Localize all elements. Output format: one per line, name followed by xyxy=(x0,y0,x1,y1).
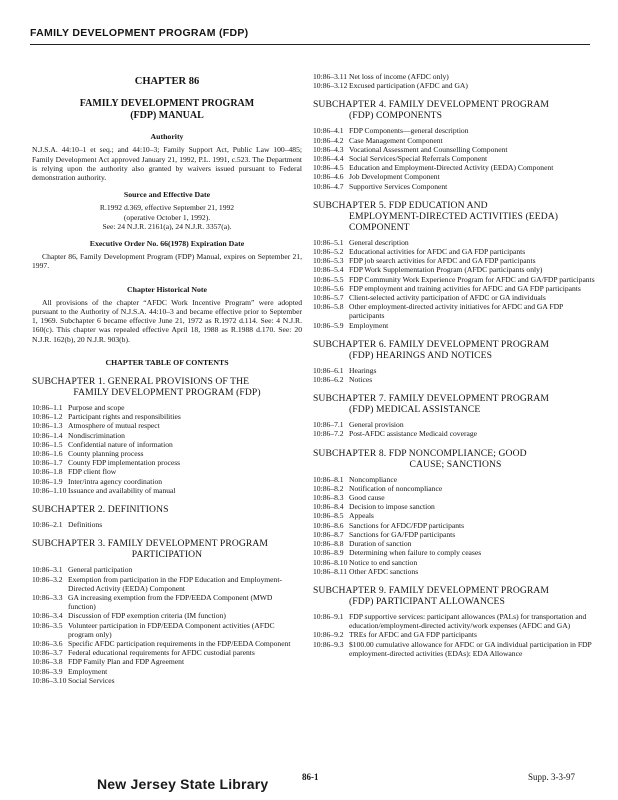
toc-entry-title: FDP employment and training activities for AFDC and GA FDP participants xyxy=(349,283,581,293)
toc-entry-number: 10:86–5.1 xyxy=(313,237,344,247)
subchapter-9-line-1: SUBCHAPTER 9. FAMILY DEVELOPMENT PROGRAM xyxy=(313,584,550,596)
toc-entry-title: Atmosphere of mutual respect xyxy=(68,421,160,431)
toc-entry-title: Employment xyxy=(68,666,108,676)
subchapter-4-entries xyxy=(313,126,598,190)
subchapter-9-entries xyxy=(313,612,598,658)
toc-entry xyxy=(32,440,302,449)
historical-note-text: All provisions of the chapter “AFDC Work Incentive Program” were adopted pursuant to the Authority of N.J.S.A. 44:10–3 and became effective prior to September 1, 1969. Subchapter 6 became effective June 21, 1972 as R.1972 d.114. See: 4 N.J.R. 160(c). This chapter was repealed effective April 18, 1988 as R.1988 d.170. See: 20 N.J.R. 162(b), 20 N.J.R. 903(b). xyxy=(32,297,302,344)
toc-entry-number: 10:86–5.5 xyxy=(313,274,344,284)
toc-entry-number: 10:86–6.1 xyxy=(313,365,344,375)
subchapter-6-heading xyxy=(313,339,598,361)
toc-entry-title: Decision to impose sanction xyxy=(349,502,435,512)
toc-entry xyxy=(313,511,598,520)
authority-text: N.J.S.A. 44:10–1 et seq.; and 44:10–3; Family Support Act, Public Law 100–485; Family Development Act approved January 21, 1992, P.L. 1991, c.523. The Department is relying upon the authority also granted by waivers issued pursuant to Federal demonstration authority. xyxy=(32,145,302,183)
subchapter-8-entries xyxy=(313,475,598,576)
library-stamp: New Jersey State Library xyxy=(97,776,269,792)
toc-entry-number: 10:86–4.5 xyxy=(313,163,344,173)
toc-entry xyxy=(32,467,302,476)
toc-entry-number: 10:86–8.3 xyxy=(313,493,344,503)
subchapter-8-line-2: CAUSE; SANCTIONS xyxy=(409,458,502,470)
toc-entry-title: Exemption from participation in the FDP Education and Employment-Directed Activity (EEDA) Component xyxy=(68,574,282,593)
toc-entry xyxy=(313,275,598,284)
toc-entry-title: FDP supportive services: participant allowances (PALs) for transportation and education/employment-directed activity/work expenses (AFDC and GA) xyxy=(349,611,587,631)
authority-heading: Authority xyxy=(150,132,184,142)
chapter-number: CHAPTER 86 xyxy=(134,76,200,87)
toc-entry-number: 10:86–3.10 xyxy=(32,675,67,685)
toc-entry-title: FDP client flow xyxy=(68,467,117,477)
toc-entry-title: FDP job search activities for AFDC and GA FDP participants xyxy=(349,256,536,266)
toc-entry xyxy=(313,154,598,163)
toc-entry-number: 10:86–3.12 xyxy=(313,81,348,91)
toc-entry xyxy=(313,163,598,172)
toc-entry-number: 10:86–8.9 xyxy=(313,548,344,558)
toc-entry xyxy=(32,593,302,611)
toc-entry-number: 10:86–3.6 xyxy=(32,638,63,648)
toc-entry-title: Job Development Component xyxy=(349,172,440,182)
toc-entry xyxy=(32,667,302,676)
subchapter-7-line-2: (FDP) MEDICAL ASSISTANCE xyxy=(349,404,481,416)
subchapter-2-entries xyxy=(32,520,302,529)
page-number: 86-1 xyxy=(302,772,319,782)
toc-entry-title: Inter/intra agency coordination xyxy=(68,476,163,486)
source-heading: Source and Effective Date xyxy=(123,190,211,200)
toc-entry xyxy=(313,484,598,493)
subchapter-5-line-2: EMPLOYMENT-DIRECTED ACTIVITIES (EEDA) xyxy=(349,210,559,222)
subchapter-7-heading xyxy=(313,393,598,415)
toc-entry-title: Sanctions for GA/FDP participants xyxy=(349,529,456,539)
subchapter-1-entries xyxy=(32,403,302,495)
toc-entry-title: Case Management Component xyxy=(349,135,443,145)
toc-entry-title: Client-selected activity participation of AFDC or GA individuals xyxy=(349,293,546,303)
toc-entry-number: 10:86–4.4 xyxy=(313,154,344,164)
toc-entry-number: 10:86–1.5 xyxy=(32,439,63,449)
toc-entry xyxy=(32,412,302,421)
toc-entry-number: 10:86–5.6 xyxy=(313,283,344,293)
toc-heading: CHAPTER TABLE OF CONTENTS xyxy=(105,357,229,367)
toc-entry xyxy=(32,611,302,620)
toc-entry xyxy=(32,657,302,666)
toc-entry-title: Sanctions for AFDC/FDP participants xyxy=(349,520,465,530)
toc-entry xyxy=(313,375,598,384)
toc-entry xyxy=(313,640,598,658)
toc-entry xyxy=(32,648,302,657)
toc-entry-title: Specific AFDC participation requirements in the FDP/EEDA Component xyxy=(68,638,291,648)
toc-entry xyxy=(32,486,302,495)
toc-entry xyxy=(313,265,598,274)
toc-entry xyxy=(32,449,302,458)
toc-entry-number: 10:86–9.3 xyxy=(313,639,344,649)
toc-entry xyxy=(313,126,598,135)
toc-entry xyxy=(32,565,302,574)
toc-entry xyxy=(313,172,598,181)
toc-entry-title: Hearings xyxy=(349,365,377,375)
toc-entry-title: GA increasing exemption from the FDP/EEDA Component (MWD function) xyxy=(68,592,273,612)
toc-entry-title: General description xyxy=(349,237,409,247)
toc-entry-number: 10:86–1.8 xyxy=(32,467,63,477)
toc-entry-title: Determining when failure to comply ceases xyxy=(349,548,482,558)
toc-entry xyxy=(313,302,598,320)
toc-entry xyxy=(313,293,598,302)
toc-entry-title: Other AFDC sanctions xyxy=(349,566,419,576)
toc-entry xyxy=(313,238,598,247)
toc-entry xyxy=(313,493,598,502)
toc-entry-number: 10:86–1.4 xyxy=(32,430,63,440)
subchapter-7-line-1: SUBCHAPTER 7. FAMILY DEVELOPMENT PROGRAM xyxy=(313,393,550,405)
toc-entry-number: 10:86–4.1 xyxy=(313,126,344,136)
toc-entry-title: Notice to end sanction xyxy=(349,557,418,567)
toc-entry xyxy=(313,475,598,484)
toc-entry-title: Noncompliance xyxy=(349,474,398,484)
subchapter-8-heading xyxy=(313,448,598,470)
running-header: FAMILY DEVELOPMENT PROGRAM (FDP) xyxy=(30,27,249,39)
toc-entry-title: Volunteer participation in FDP/EEDA Component activities (AFDC program only) xyxy=(68,620,275,639)
toc-entry xyxy=(313,366,598,375)
toc-entry-number: 10:86–5.2 xyxy=(313,247,344,257)
toc-entry-title: Discussion of FDP exemption criteria (IM function) xyxy=(68,611,226,621)
toc-entry xyxy=(32,458,302,467)
subchapter-5-line-3: COMPONENT xyxy=(349,221,410,233)
toc-entry-title: Issuance and availability of manual xyxy=(68,485,176,495)
toc-entry-number: 10:86–8.8 xyxy=(313,539,344,549)
toc-entry-title: Social Services/Special Referrals Component xyxy=(349,154,488,164)
toc-entry-number: 10:86–9.2 xyxy=(313,630,344,640)
toc-entry-title: Appeals xyxy=(349,511,374,521)
source-line: R.1992 d.369, effective September 21, 1992 xyxy=(99,203,235,213)
toc-entry-title: Excused participation (AFDC and GA) xyxy=(349,81,468,91)
toc-entry-number: 10:86–5.3 xyxy=(313,256,344,266)
subchapter-5-entries xyxy=(313,238,598,330)
subchapter-1-line-1: SUBCHAPTER 1. GENERAL PROVISIONS OF THE xyxy=(32,376,250,388)
toc-entry xyxy=(32,403,302,412)
subchapter-3-line-2: PARTICIPATION xyxy=(131,549,203,561)
toc-entry xyxy=(313,567,598,576)
source-line: (operative October 1, 1992). xyxy=(123,212,211,222)
subchapter-9-line-2: (FDP) PARTICIPANT ALLOWANCES xyxy=(349,595,505,607)
subchapter-5-line-1: SUBCHAPTER 5. FDP EDUCATION AND xyxy=(313,199,488,211)
left-column xyxy=(32,75,302,685)
toc-entry-title: Vocational Assessment and Counselling Component xyxy=(349,144,508,154)
toc-entry-number: 10:86–4.7 xyxy=(313,181,344,191)
toc-entry-title: Supportive Services Component xyxy=(349,181,448,191)
historical-note-heading: Chapter Historical Note xyxy=(127,284,207,294)
toc-entry-number: 10:86–4.2 xyxy=(313,135,344,145)
toc-entry xyxy=(313,502,598,511)
toc-entry xyxy=(313,530,598,539)
toc-entry-title: General provision xyxy=(349,420,404,430)
toc-entry xyxy=(313,321,598,330)
toc-entry xyxy=(313,630,598,639)
executive-order-text: Chapter 86, Family Development Program (FDP) Manual, expires on September 21, 1997. xyxy=(32,252,302,271)
toc-entry-number: 10:86–3.5 xyxy=(32,620,63,630)
toc-entry-title: Net loss of income (AFDC only) xyxy=(349,72,449,81)
subchapter-6-line-1: SUBCHAPTER 6. FAMILY DEVELOPMENT PROGRAM xyxy=(313,338,550,350)
chapter-title xyxy=(32,98,302,122)
toc-entry xyxy=(313,72,598,81)
toc-entry xyxy=(313,81,598,90)
toc-entry-title: Federal educational requirements for AFDC custodial parents xyxy=(68,648,255,658)
toc-entry-number: 10:86–7.1 xyxy=(313,420,344,430)
source-line: See: 24 N.J.R. 2161(a), 24 N.J.R. 3357(a). xyxy=(102,221,232,231)
toc-entry-title: Nondiscrimination xyxy=(68,430,125,440)
toc-entry-number: 10:86–3.3 xyxy=(32,592,63,602)
toc-entry-title: County FDP implementation process xyxy=(68,458,181,468)
toc-entry-number: 10:86–8.7 xyxy=(313,529,344,539)
toc-entry-number: 10:86–7.2 xyxy=(313,429,344,439)
toc-entry xyxy=(32,520,302,529)
toc-entry-number: 10:86–3.1 xyxy=(32,565,63,575)
toc-entry-title: FDP Community Work Experience Program for AFDC and GA/FDP participants xyxy=(349,274,595,284)
toc-entry xyxy=(32,575,302,593)
subchapter-4-heading xyxy=(313,99,598,121)
subchapter-2-line-1: SUBCHAPTER 2. DEFINITIONS xyxy=(32,504,169,516)
toc-entry-title: Other employment-directed activity initiatives for AFDC and GA FDP participants xyxy=(349,302,563,321)
toc-entry xyxy=(313,256,598,265)
toc-entry-title: Participant rights and responsibilities xyxy=(68,412,181,422)
toc-entry-number: 10:86–3.4 xyxy=(32,611,63,621)
toc-entry-title: County planning process xyxy=(68,449,144,459)
toc-entry xyxy=(313,284,598,293)
toc-entry xyxy=(313,521,598,530)
toc-entry xyxy=(313,558,598,567)
toc-entry-title: FDP Components—general description xyxy=(349,126,469,136)
subchapter-3-heading xyxy=(32,538,302,560)
source-lines xyxy=(32,203,302,231)
toc-entry xyxy=(313,429,598,438)
toc-entry xyxy=(313,247,598,256)
toc-entry-title: Confidential nature of information xyxy=(68,439,173,449)
toc-entry xyxy=(32,639,302,648)
toc-entry xyxy=(313,539,598,548)
subchapter-6-entries xyxy=(313,366,598,384)
toc-entry-title: Post-AFDC assistance Medicaid coverage xyxy=(349,429,478,439)
toc-entry-number: 10:86–1.2 xyxy=(32,412,63,422)
toc-entry-number: 10:86–3.2 xyxy=(32,574,63,584)
toc-entry-number: 10:86–5.8 xyxy=(313,302,344,312)
toc-entry-title: $100.00 cumulative allowance for AFDC or GA individual participation in FDP employment-directed activities (EDAs): EDA Allowance xyxy=(349,639,592,658)
toc-entry-number: 10:86–1.7 xyxy=(32,458,63,468)
toc-entry-number: 10:86–6.2 xyxy=(313,375,344,385)
toc-entry-title: Social Services xyxy=(68,675,115,685)
toc-entry-number: 10:86–5.7 xyxy=(313,293,344,303)
subchapter-5-heading xyxy=(313,200,598,233)
toc-entry-number: 10:86–8.10 xyxy=(313,557,348,567)
toc-entry xyxy=(32,431,302,440)
toc-entry-number: 10:86–9.1 xyxy=(313,611,344,621)
toc-entry-number: 10:86–8.5 xyxy=(313,511,344,521)
toc-entry xyxy=(313,182,598,191)
subchapter-6-line-2: (FDP) HEARINGS AND NOTICES xyxy=(349,349,493,361)
toc-entry-title: TREs for AFDC and GA FDP participants xyxy=(349,630,477,640)
toc-entry-title: Definitions xyxy=(68,520,103,530)
toc-entry-number: 10:86–1.6 xyxy=(32,449,63,459)
subchapter-8-line-1: SUBCHAPTER 8. FDP NONCOMPLIANCE; GOOD xyxy=(313,447,527,459)
toc-entry-number: 10:86–1.10 xyxy=(32,485,67,495)
toc-entry-title: Education and Employment-Directed Activity (EEDA) Component xyxy=(349,163,554,173)
toc-entry-number: 10:86–8.11 xyxy=(313,566,348,576)
subchapter-1-heading xyxy=(32,376,302,398)
subchapter-3-line-1: SUBCHAPTER 3. FAMILY DEVELOPMENT PROGRAM xyxy=(32,538,269,550)
toc-entry xyxy=(32,676,302,685)
subchapter-4-line-1: SUBCHAPTER 4. FAMILY DEVELOPMENT PROGRAM xyxy=(313,99,550,111)
toc-entry-title: Employment xyxy=(349,320,389,330)
chapter-title-line-2: (FDP) MANUAL xyxy=(130,110,204,122)
toc-entry-title: Notices xyxy=(349,375,373,385)
toc-entry-title: Good cause xyxy=(349,493,385,503)
toc-entry-title: Notification of noncompliance xyxy=(349,483,443,493)
toc-entry-number: 10:86–3.7 xyxy=(32,648,63,658)
toc-entry-number: 10:86–5.9 xyxy=(313,320,344,330)
toc-entry-title: FDP Work Supplementation Program (AFDC participants only) xyxy=(349,265,543,275)
toc-entry xyxy=(313,420,598,429)
toc-entry xyxy=(32,421,302,430)
subchapter-3-entries xyxy=(32,565,302,685)
toc-entry-number: 10:86–8.1 xyxy=(313,474,344,484)
toc-entry-number: 10:86–2.1 xyxy=(32,520,63,530)
toc-entry-number: 10:86–3.9 xyxy=(32,666,63,676)
subchapter-9-heading xyxy=(313,585,598,607)
toc-entry xyxy=(313,145,598,154)
toc-entry xyxy=(313,136,598,145)
toc-entry-number: 10:86–4.6 xyxy=(313,172,344,182)
subchapter-2-heading xyxy=(32,504,302,515)
toc-entry-number: 10:86–3.11 xyxy=(313,72,348,81)
toc-entry-number: 10:86–5.4 xyxy=(313,265,344,275)
toc-entry-title: Purpose and scope xyxy=(68,403,125,413)
toc-entry-number: 10:86–8.6 xyxy=(313,520,344,530)
toc-entry-number: 10:86–1.1 xyxy=(32,403,63,413)
header-rule xyxy=(30,44,590,45)
chapter-title-line-1: FAMILY DEVELOPMENT PROGRAM xyxy=(79,98,255,110)
toc-entry-title: General participation xyxy=(68,565,133,575)
toc-entry xyxy=(313,548,598,557)
toc-entry-title: Educational activities for AFDC and GA FDP participants xyxy=(349,247,526,257)
toc-entry xyxy=(313,612,598,630)
subchapter-1-line-2: FAMILY DEVELOPMENT PROGRAM (FDP) xyxy=(73,387,261,399)
toc-entry-number: 10:86–1.9 xyxy=(32,476,63,486)
supplement-date: Supp. 3-3-97 xyxy=(528,772,575,782)
subchapter-7-entries xyxy=(313,420,598,438)
toc-entry-number: 10:86–1.3 xyxy=(32,421,63,431)
toc-entry-title: FDP Family Plan and FDP Agreement xyxy=(68,657,185,667)
toc-entry-title: Duration of sanction xyxy=(349,539,412,549)
right-column xyxy=(313,72,598,658)
toc-entry-number: 10:86–4.3 xyxy=(313,144,344,154)
subchapter-4-line-2: (FDP) COMPONENTS xyxy=(349,110,443,122)
toc-entry-number: 10:86–8.2 xyxy=(313,483,344,493)
executive-order-heading: Executive Order No. 66(1978) Expiration Date xyxy=(89,239,245,249)
toc-entry xyxy=(32,621,302,639)
subchapter-3-continued-entries xyxy=(313,72,598,90)
toc-entry xyxy=(32,477,302,486)
toc-entry-number: 10:86–8.4 xyxy=(313,502,344,512)
toc-entry-number: 10:86–3.8 xyxy=(32,657,63,667)
